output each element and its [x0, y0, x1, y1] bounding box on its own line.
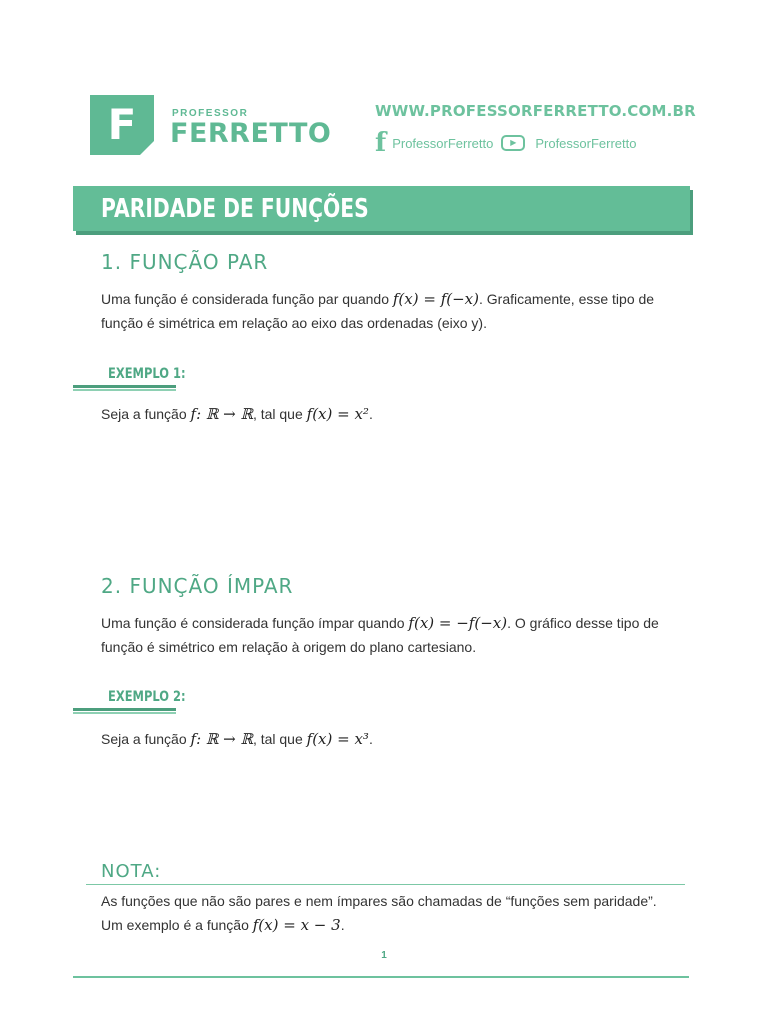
nota-divider: [86, 884, 685, 885]
facebook-handle[interactable]: ProfessorFerretto: [392, 135, 494, 151]
nota-paragraph: As funções que não são pares e nem ímpares são chamadas de “funções sem paridade”. Um exemplo é a função f(x) = x − 3.: [101, 893, 657, 934]
brand-subtitle: PROFESSOR: [172, 108, 249, 119]
function-mapping: f: ℝ → ℝ: [190, 730, 253, 748]
section-heading-funcao-par: 1. FUNÇÃO PAR: [101, 250, 269, 274]
example-2-statement: Seja a função f: ℝ → ℝ, tal que f(x) = x³.: [101, 730, 373, 748]
formula: f(x) = x²: [306, 405, 369, 423]
youtube-handle[interactable]: ProfessorFerretto: [535, 135, 637, 151]
section-paragraph-funcao-par: Uma função é considerada função par quando f(x) = f(−x). Graficamente, esse tipo de função é simétrica em relação ao eixo das ordenadas (eixo y).: [101, 290, 655, 331]
logo-letter: F: [107, 100, 137, 149]
youtube-icon: ▶: [501, 135, 525, 151]
example-2-underline-accent: [73, 712, 176, 714]
formula: f(x) = −f(−x): [408, 614, 508, 632]
example-1-underline: [73, 385, 176, 388]
brand-name: FERRETTO: [170, 118, 332, 149]
social-links: [375, 130, 637, 156]
formula: f(x) = f(−x): [392, 290, 479, 308]
example-1-statement: Seja a função f: ℝ → ℝ, tal que f(x) = x².: [101, 405, 373, 423]
footer-divider: [73, 976, 689, 978]
function-mapping: f: ℝ → ℝ: [190, 405, 253, 423]
logo-mark: [90, 95, 154, 155]
formula: f(x) = x − 3: [252, 916, 341, 934]
page-number: 1: [381, 950, 387, 961]
formula: f(x) = x³: [306, 730, 369, 748]
example-1-label: EXEMPLO 1:: [108, 366, 186, 382]
section-heading-funcao-impar: 2. FUNÇÃO ÍMPAR: [101, 574, 294, 598]
facebook-icon: f: [375, 128, 387, 158]
section-paragraph-funcao-impar: Uma função é considerada função ímpar quando f(x) = −f(−x). O gráfico desse tipo de função é simétrico em relação à origem do plano cartesiano.: [101, 614, 659, 655]
page-title: PARIDADE DE FUNÇÕES: [101, 194, 369, 224]
website-link[interactable]: WWW.PROFESSORFERRETTO.COM.BR: [375, 102, 696, 120]
nota-heading: NOTA:: [101, 861, 162, 882]
example-2-label: EXEMPLO 2:: [108, 689, 186, 705]
example-1-underline-accent: [73, 389, 176, 391]
example-2-underline: [73, 708, 176, 711]
